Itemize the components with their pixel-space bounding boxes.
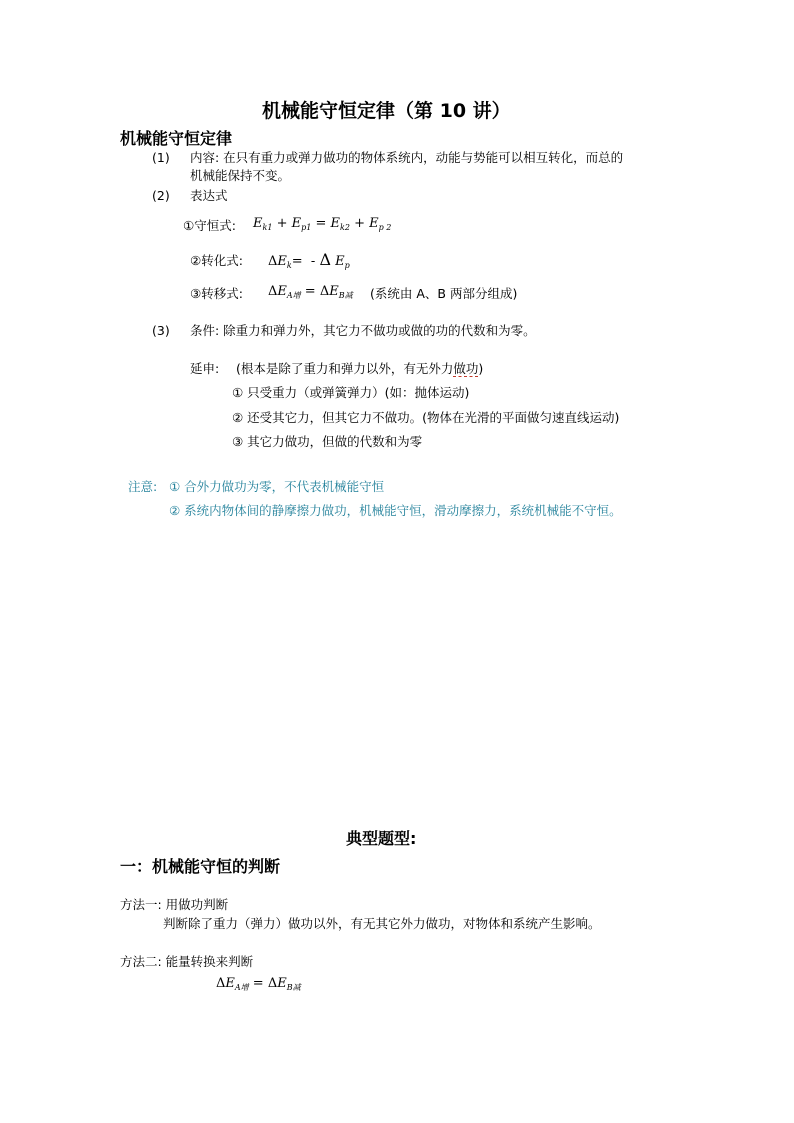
- formula-transfer-note: (系统由 A、B 两部分组成): [370, 286, 518, 301]
- item-1-number: (1): [152, 150, 170, 165]
- note-1: ① 合外力做功为零，不代表机械能守恒: [169, 479, 385, 494]
- extension-case-3: ③ 其它力做功，但做的代数和为零: [232, 434, 423, 449]
- extension-text-mark: 做功: [453, 361, 479, 376]
- formula-transfer-label: ③转移式:: [190, 286, 243, 301]
- method-2-formula: $\Delta E_{A增} = \Delta E_{B减}$: [216, 976, 301, 992]
- extension-text: [236, 361, 483, 377]
- formula-conversion: $\Delta E_k= - \Delta$ $E_p$: [268, 250, 350, 270]
- item-3-text: 条件: 除重力和弹力外，其它力不做功或做的功的代数和为零。: [190, 323, 536, 338]
- extension-label: 延申:: [190, 361, 220, 376]
- extension-case-2: ② 还受其它力，但其它力不做功。(物体在光滑的平面做匀速直线运动): [232, 410, 620, 425]
- method-1-text: 判断除了重力（弹力）做功以外，有无其它外力做功，对物体和系统产生影响。: [163, 916, 601, 931]
- item-2-text: 表达式: [190, 188, 228, 203]
- note-2: ② 系统内物体间的静摩擦力做功，机械能守恒，滑动摩擦力，系统机械能不守恒。: [169, 503, 622, 518]
- item-2-number: (2): [152, 188, 170, 203]
- extension-text-after: ): [478, 361, 484, 376]
- notes-label: 注意:: [128, 479, 158, 494]
- section-heading: 机械能守恒定律: [120, 129, 233, 148]
- formula-transfer: $\Delta E_{A增} = \Delta E_{B减}$: [268, 284, 353, 300]
- formula-conservation-label: ①守恒式:: [183, 218, 236, 233]
- extension-text-before: (根本是除了重力和弹力以外，有无外力: [236, 361, 454, 376]
- formula-conservation: $E_{k1} + E_{p1} = E_{k2} + E_{p 2}$: [253, 216, 392, 232]
- typical-subheading: 一：机械能守恒的判断: [120, 857, 281, 876]
- item-3-number: (3): [152, 323, 170, 338]
- method-1-label: 方法一: 用做功判断: [120, 897, 229, 912]
- item-1-line-2: 机械能保持不变。: [190, 168, 291, 183]
- page-title: 机械能守恒定律（第 10 讲）: [262, 100, 511, 122]
- extension-case-1: ① 只受重力（或弹簧弹力）(如：抛体运动): [232, 385, 470, 400]
- typical-heading: 典型题型:: [346, 829, 417, 848]
- method-2-label: 方法二: 能量转换来判断: [120, 954, 254, 969]
- item-1-line-1: 内容: 在只有重力或弹力做功的物体系统内，动能与势能可以相互转化，而总的: [190, 150, 624, 165]
- formula-conversion-label: ②转化式:: [190, 253, 243, 268]
